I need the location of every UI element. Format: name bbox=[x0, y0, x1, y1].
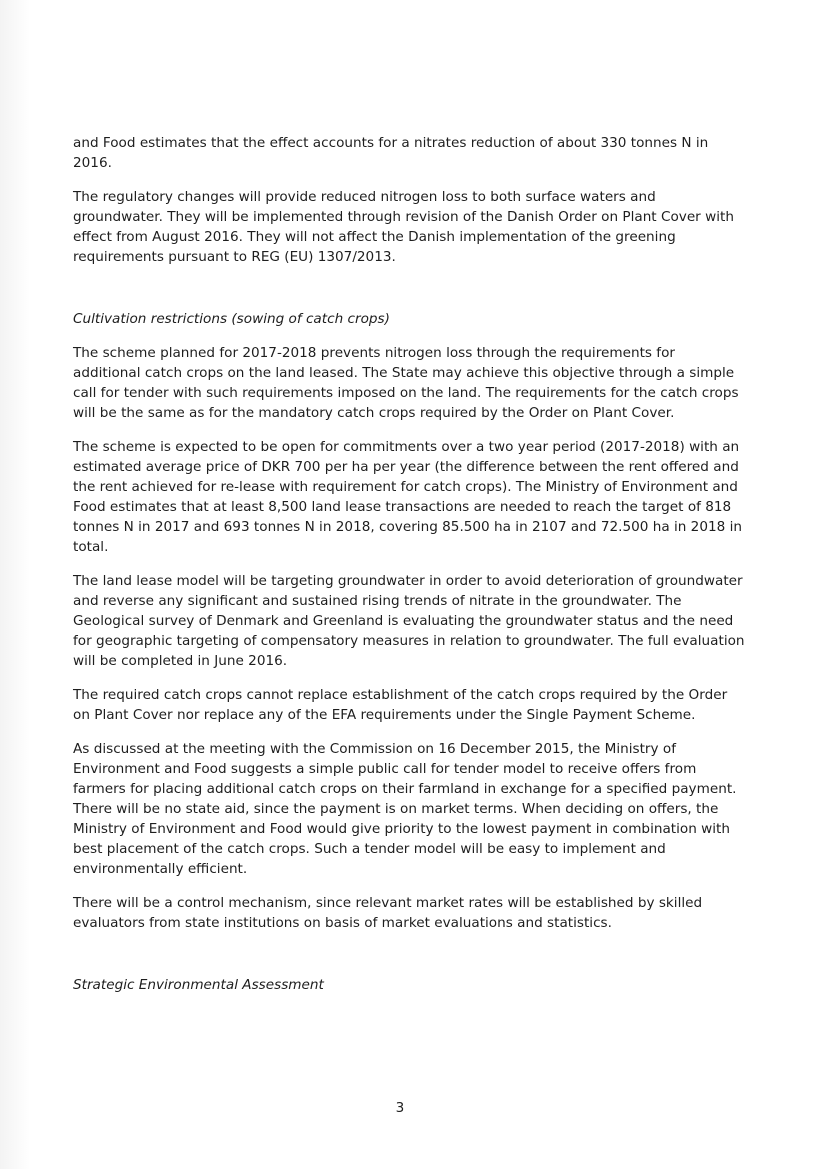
paragraph: The required catch crops cannot replace establishment of the catch crops required by the Order on Plant Cover nor replace any of the EFA requirements under the Single Payment Scheme. bbox=[73, 687, 728, 723]
paragraph: There will be a control mechanism, since relevant market rates will be established by skilled evaluators from state institutions on basis of market evaluations and statistics. bbox=[73, 895, 703, 931]
section-heading-strategic-environmental-assessment: Strategic Environmental Assessment bbox=[73, 977, 324, 993]
paragraph: and Food estimates that the effect accounts for a nitrates reduction of about 330 tonnes N in 2016. bbox=[73, 135, 709, 171]
scan-edge bbox=[0, 0, 30, 1169]
section-heading-cultivation-restrictions: Cultivation restrictions (sowing of catch crops) bbox=[73, 311, 390, 327]
paragraph: The scheme planned for 2017-2018 prevents nitrogen loss through the requirements for additional catch crops on the land leased. The State may achieve this objective through a simple call for tender with such requirements imposed on the land. The requirements for the catch crops will be the same as for the mandatory catch crops required by the Order on Plant Cover. bbox=[73, 345, 739, 421]
paragraph: The scheme is expected to be open for commitments over a two year period (2017-2018) with an estimated average price of DKR 700 per ha per year (the difference between the rent offered and the rent achieved for re-lease with requirement for catch crops). The Ministry of Environment and Food estimates that at least 8,500 land lease transactions are needed to reach the target of 818 tonnes N in 2017 and 693 tonnes N in 2018, covering 85.500 ha in 2107 and 72.500 ha in 2018 in total. bbox=[73, 439, 742, 555]
page-number: 3 bbox=[395, 1100, 405, 1116]
document-body bbox=[73, 133, 745, 995]
paragraph: The land lease model will be targeting groundwater in order to avoid deterioration of groundwater and reverse any significant and sustained rising trends of nitrate in the groundwater. The Geological survey of Denmark and Greenland is evaluating the groundwater status and the need for geographic targeting of compensatory measures in relation to groundwater. The full evaluation will be completed in June 2016. bbox=[73, 573, 745, 669]
paragraph: As discussed at the meeting with the Commission on 16 December 2015, the Ministry of Environment and Food suggests a simple public call for tender model to receive offers from farmers for placing additional catch crops on their farmland in exchange for a specified payment. There will be no state aid, since the payment is on market terms. When deciding on offers, the Ministry of Environment and Food would give priority to the lowest payment in combination with best placement of the catch crops. Such a tender model will be easy to implement and environmentally efficient. bbox=[73, 741, 737, 877]
paragraph: The regulatory changes will provide reduced nitrogen loss to both surface waters and groundwater. They will be implemented through revision of the Danish Order on Plant Cover with effect from August 2016. They will not affect the Danish implementation of the greening requirements pursuant to REG (EU) 1307/2013. bbox=[73, 189, 734, 265]
